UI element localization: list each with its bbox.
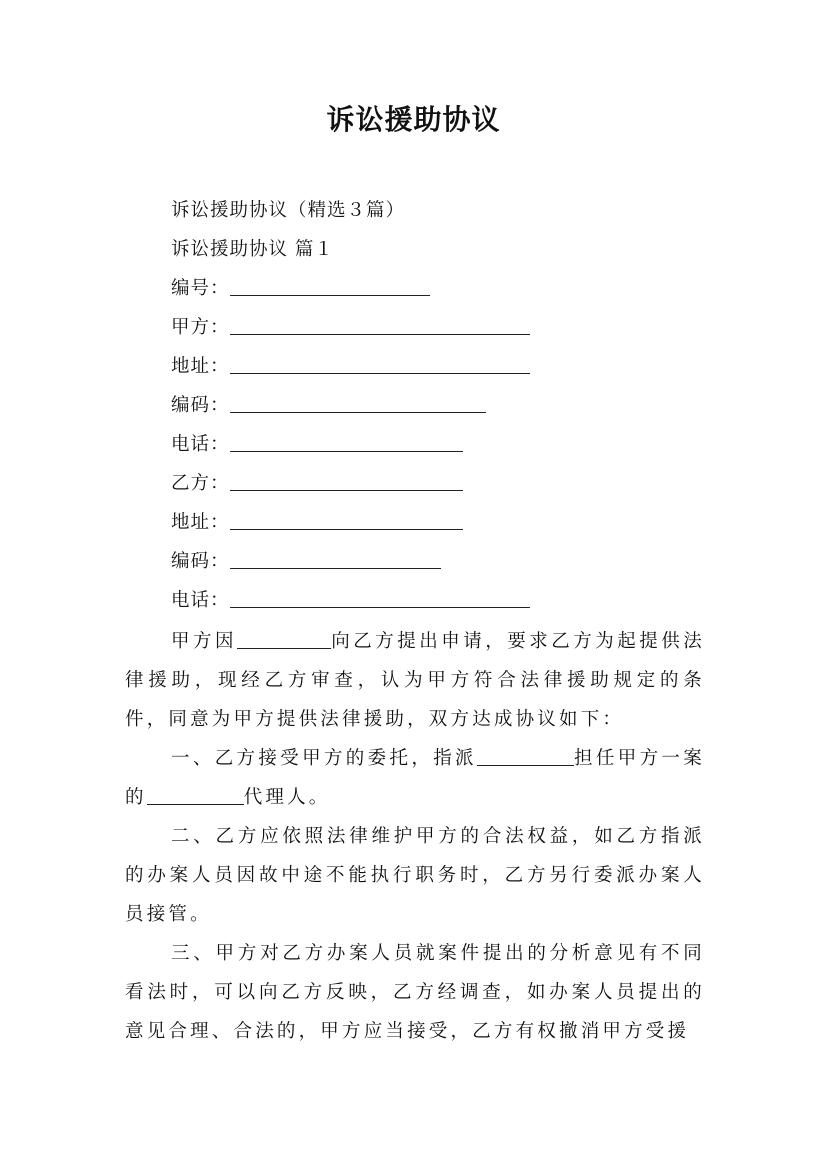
field-label: 地址：: [171, 512, 230, 533]
field-label: 电话：: [171, 434, 230, 455]
field-blank: [230, 550, 441, 569]
field-blank: [230, 394, 486, 413]
paragraph-text: 担任甲方一案的: [125, 748, 705, 808]
field-address-a: [171, 354, 530, 380]
inline-blank: [147, 786, 244, 805]
field-label: 编号：: [171, 278, 230, 299]
field-phone-a: [171, 432, 463, 458]
field-blank: [230, 472, 463, 491]
paragraph-clause-3: 三、甲方对乙方办案人员就案件提出的分析意见有不同看法时，可以向乙方反映，乙方经调查，如办案人员提出的意见合理、合法的，甲方应当接受，乙方有权撤消甲方受援: [125, 943, 705, 1042]
paragraph-text: 甲方因: [171, 631, 237, 652]
paragraph-clause-1: [125, 739, 705, 817]
inline-blank: [237, 630, 331, 649]
paragraph-text: 向乙方提出申请，要求乙方为起提供法律援助，现经乙方审查，认为甲方符合法律援助规定的条件，同意为甲方提供法律援助，双方达成协议如下：: [125, 631, 705, 730]
field-blank: [230, 433, 463, 452]
paragraph-intro: [125, 622, 705, 739]
paragraph-clause-2: 二、乙方应依照法律维护甲方的合法权益，如乙方指派的办案人员因故中途不能执行职务时，乙方另行委派办案人员接管。: [125, 826, 705, 925]
field-party-b: [171, 471, 463, 497]
paragraph-text: 一、乙方接受甲方的委托，指派: [171, 748, 477, 769]
field-phone-b: [171, 588, 530, 614]
document-title: 诉讼援助协议: [326, 103, 501, 136]
field-label: 编码：: [171, 551, 230, 572]
field-number: [171, 276, 430, 302]
field-label: 乙方：: [171, 473, 230, 494]
field-label: 编码：: [171, 395, 230, 416]
field-label: 地址：: [171, 356, 230, 377]
field-blank: [230, 277, 430, 296]
section-heading: 诉讼援助协议 篇１: [171, 239, 334, 260]
document-subtitle: 诉讼援助协议（精选３篇）: [171, 200, 406, 221]
field-blank: [230, 316, 530, 335]
field-party-a: [171, 315, 530, 341]
field-label: 电话：: [171, 590, 230, 611]
inline-blank: [477, 747, 574, 766]
field-blank: [230, 589, 530, 608]
field-blank: [230, 355, 530, 374]
field-code-b: [171, 549, 441, 575]
field-address-b: [171, 510, 463, 536]
field-blank: [230, 511, 463, 530]
field-label: 甲方：: [171, 317, 230, 338]
field-code-a: [171, 393, 486, 419]
paragraph-text: 代理人。: [243, 787, 331, 808]
